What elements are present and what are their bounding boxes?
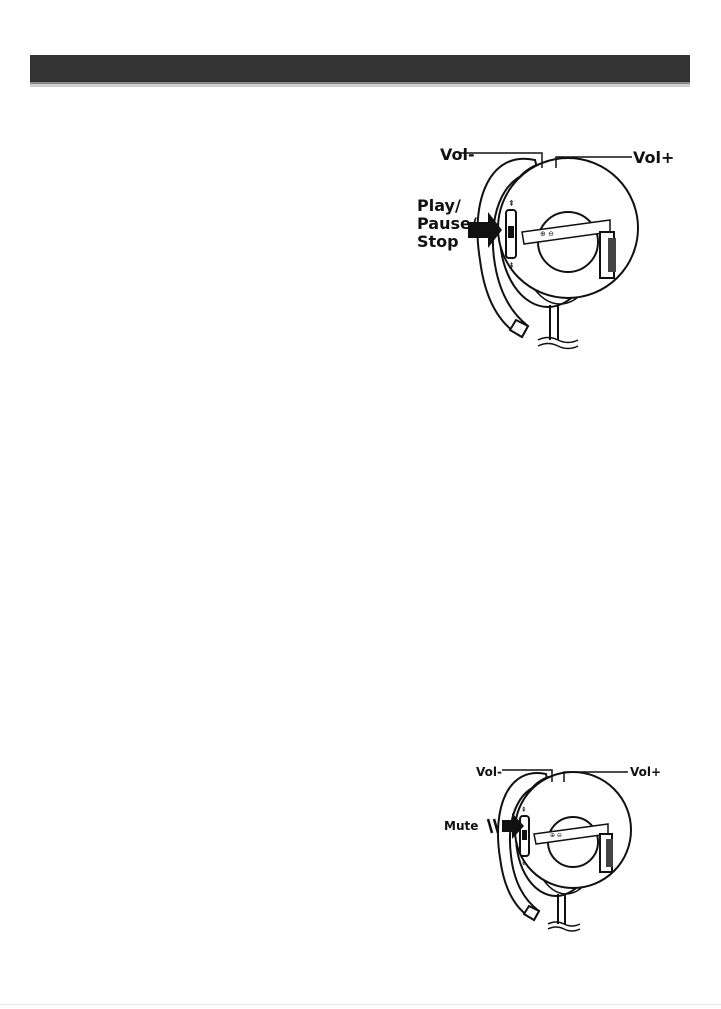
label-vol-plus: Vol+ xyxy=(630,765,662,779)
svg-text:⊕ ⊖: ⊕ ⊖ xyxy=(540,230,554,238)
svg-text:⇟: ⇟ xyxy=(521,859,527,867)
headset-figure-play-pause xyxy=(410,140,680,355)
section-header-bar xyxy=(30,55,690,84)
label-vol-plus: Vol+ xyxy=(633,148,675,167)
label-pause: Pause/ xyxy=(417,214,477,233)
headset-figure-mute xyxy=(440,758,670,933)
svg-text:⇞: ⇞ xyxy=(508,199,515,208)
label-vol-minus: Vol- xyxy=(440,145,475,164)
pause-stripes xyxy=(488,819,498,833)
label-play: Play/ xyxy=(417,196,461,215)
svg-text:⇟: ⇟ xyxy=(508,261,515,270)
label-mute: Mute xyxy=(444,819,479,833)
svg-text:⇞: ⇞ xyxy=(521,806,527,814)
page-bottom-rule xyxy=(0,1004,721,1005)
label-vol-minus: Vol- xyxy=(476,765,502,779)
label-stop: Stop xyxy=(417,232,459,251)
svg-text:⊕ ⊖: ⊕ ⊖ xyxy=(550,832,562,839)
